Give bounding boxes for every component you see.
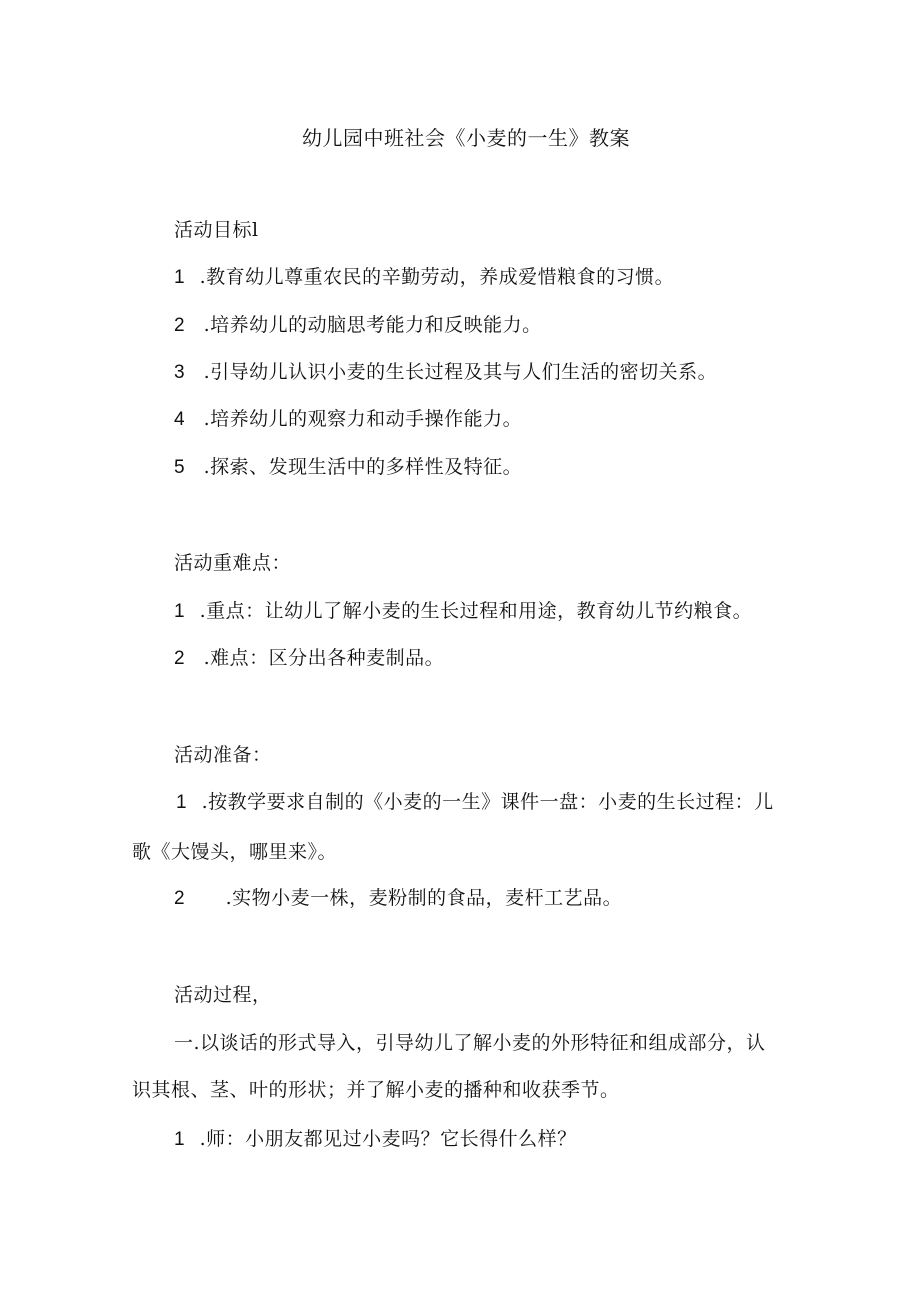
process-heading: 活动过程， (174, 984, 272, 1006)
process-question-number: 1 (174, 1129, 186, 1150)
preparation-item-1-continued: 歌《大馒头，哪里来》。 (132, 841, 338, 863)
preparation-item-2 (174, 886, 622, 911)
goal-item-text: .培养幼儿的动脑思考能力和反映能力。 (203, 314, 542, 336)
goal-item-2 (174, 313, 542, 338)
process-question-1 (174, 1127, 577, 1152)
process-question-text: .师：小朋友都见过小麦吗？它长得什么样？ (199, 1128, 577, 1150)
preparation-item-text: .按教学要求自制的《小麦的一生》课件一盘：小麦的生长过程：儿 (201, 791, 774, 813)
preparation-item-number: 1 (176, 792, 188, 813)
goal-item-1 (174, 265, 674, 290)
key-point-item-2 (174, 646, 444, 671)
goal-item-number: 2 (174, 315, 186, 336)
key-point-number: 1 (174, 601, 186, 622)
goal-item-text: .教育幼儿尊重农民的辛勤劳动，养成爱惜粮食的习惯。 (199, 266, 675, 288)
process-step-1: 一.以谈话的形式导入，引导幼儿了解小麦的外形特征和组成部分，认 (174, 1032, 766, 1054)
goal-item-number: 1 (174, 267, 186, 288)
goal-item-5 (174, 455, 522, 480)
key-points-heading: 活动重难点： (174, 552, 292, 574)
goal-item-number: 5 (174, 457, 186, 478)
goal-item-number: 4 (174, 409, 186, 430)
preparation-item-1 (176, 790, 774, 815)
process-step-1-continued: 识其根、茎、叶的形状；并了解小麦的播种和收获季节。 (132, 1079, 620, 1101)
key-point-item-1 (174, 599, 752, 624)
preparation-item-number: 2 (174, 888, 186, 909)
goal-item-4 (174, 407, 522, 432)
key-point-text: .难点：区分出各种麦制品。 (203, 647, 445, 669)
preparation-heading: 活动准备： (174, 744, 272, 766)
goal-item-3 (174, 360, 717, 385)
goals-heading: 活动目标l (174, 219, 259, 241)
goal-item-text: .培养幼儿的观察力和动手操作能力。 (203, 408, 523, 430)
goal-item-text: .引导幼儿认识小麦的生长过程及其与人们生活的密切关系。 (203, 361, 718, 383)
goal-item-text: .探索、发现生活中的多样性及特征。 (203, 456, 523, 478)
key-point-text: .重点：让幼儿了解小麦的生长过程和用途，教育幼儿节约粮食。 (199, 600, 753, 622)
goal-item-number: 3 (174, 362, 186, 383)
preparation-item-text: .实物小麦一株，麦粉制的食品，麦杆工艺品。 (225, 887, 623, 909)
document-title: 幼儿园中班社会《小麦的一生》教案 (302, 126, 630, 150)
key-point-number: 2 (174, 648, 186, 669)
